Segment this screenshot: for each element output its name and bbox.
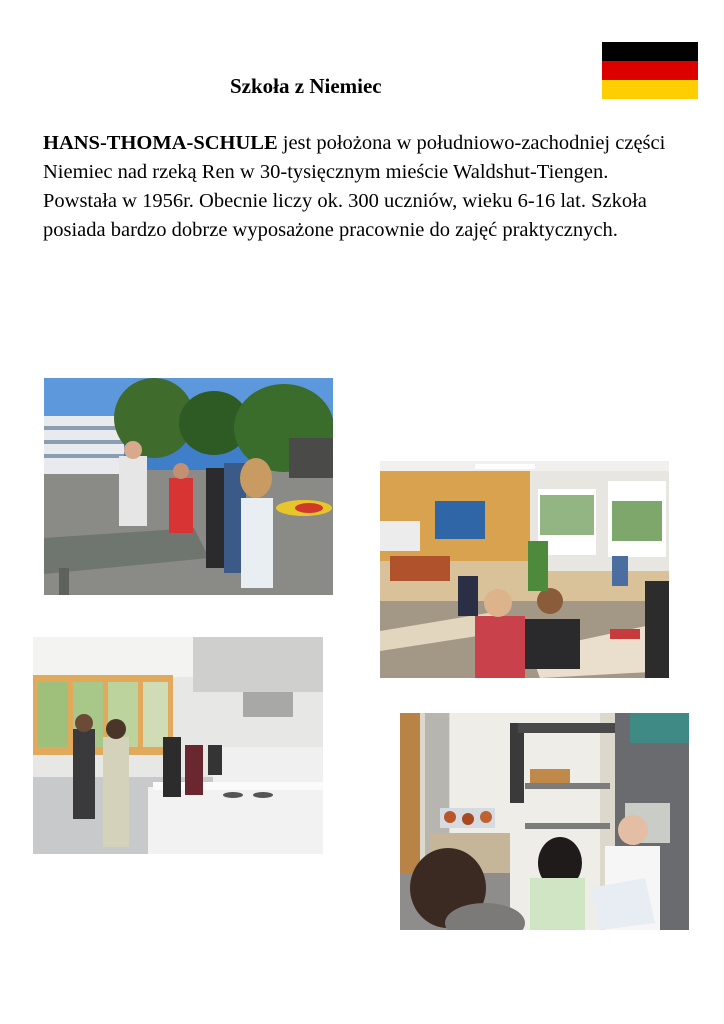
classroom-photo (380, 461, 669, 678)
school-name: HANS-THOMA-SCHULE (43, 132, 278, 154)
flag-stripe-red (602, 61, 698, 80)
german-flag (602, 42, 698, 99)
flag-stripe-black (602, 42, 698, 61)
schoolyard-photo (44, 378, 333, 595)
page-title: Szkoła z Niemiec (230, 74, 382, 98)
intro-text: jest położona w południowo-zachodniej części Niemiec nad rzeką Ren w 30-tysięcznym mieście Waldshut-Tiengen. Powstała w 1956r. Obecnie liczy ok. 300 uczniów, wieku 6-16 lat. Szkoła posiada bardzo dobrze wyposażone pracownie do zajęć praktycznych. (43, 132, 666, 241)
intro-paragraph (43, 129, 683, 245)
flag-stripe-gold (602, 80, 698, 99)
kitchen-classroom-photo (33, 637, 323, 854)
workshop-photo (400, 713, 689, 930)
